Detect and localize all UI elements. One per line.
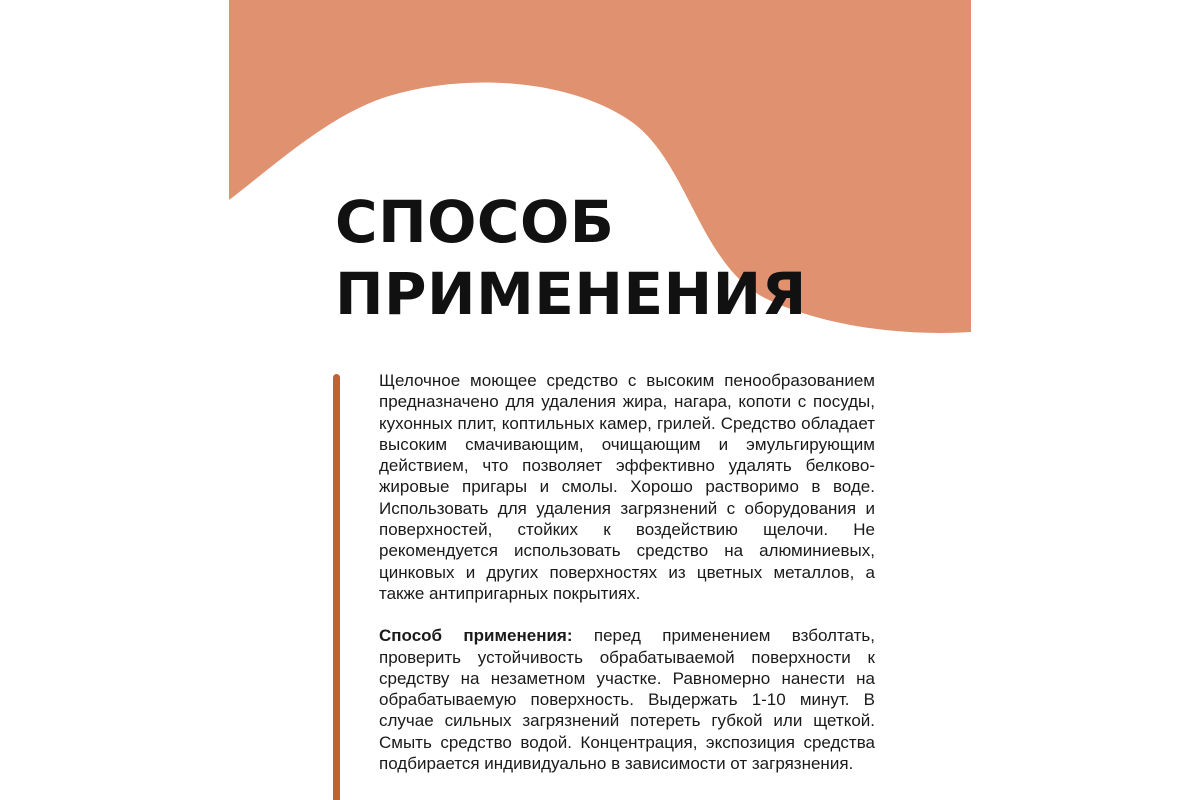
body-text	[379, 370, 875, 774]
accent-side-bar	[333, 374, 340, 800]
method-label: Способ применения:	[379, 626, 573, 646]
method-text: перед применением взболтать, проверить устойчивость обрабатываемой поверхности к средству на незаметном участке. Равномерно нанести на обрабатываемую поверхность. Выдержать 1-10 минут. В случае сильных загрязнений потереть губкой или щеткой. Смыть средство водой. Концентрация, экспозиция средства подбирается индивидуально в зависимости от загрязнения.	[379, 626, 875, 774]
page-title	[335, 186, 807, 330]
product-info-page	[229, 0, 971, 800]
title-line-1: СПОСОБ	[335, 188, 615, 256]
description-paragraph: Щелочное моющее средство с высоким пенообразованием предназначено для удаления жира, нагара, копоти с посуды, кухонных плит, коптильных камер, грилей. Средство обладает высоким смачивающим, очищающим и эмульгирующим действием, что позволяет эффективно удалять белково-жировые пригары и смолы. Хорошо растворимо в воде. Использовать для удаления загрязнений с оборудования и поверхностей, стойких к воздействию щелочи. Не рекомендуется использовать средство на алюминиевых, цинковых и других поверхностях из цветных металлов, а также антипригарных покрытиях.	[379, 371, 875, 603]
title-line-2: ПРИМЕНЕНИЯ	[335, 260, 807, 328]
method-paragraph	[379, 625, 875, 774]
